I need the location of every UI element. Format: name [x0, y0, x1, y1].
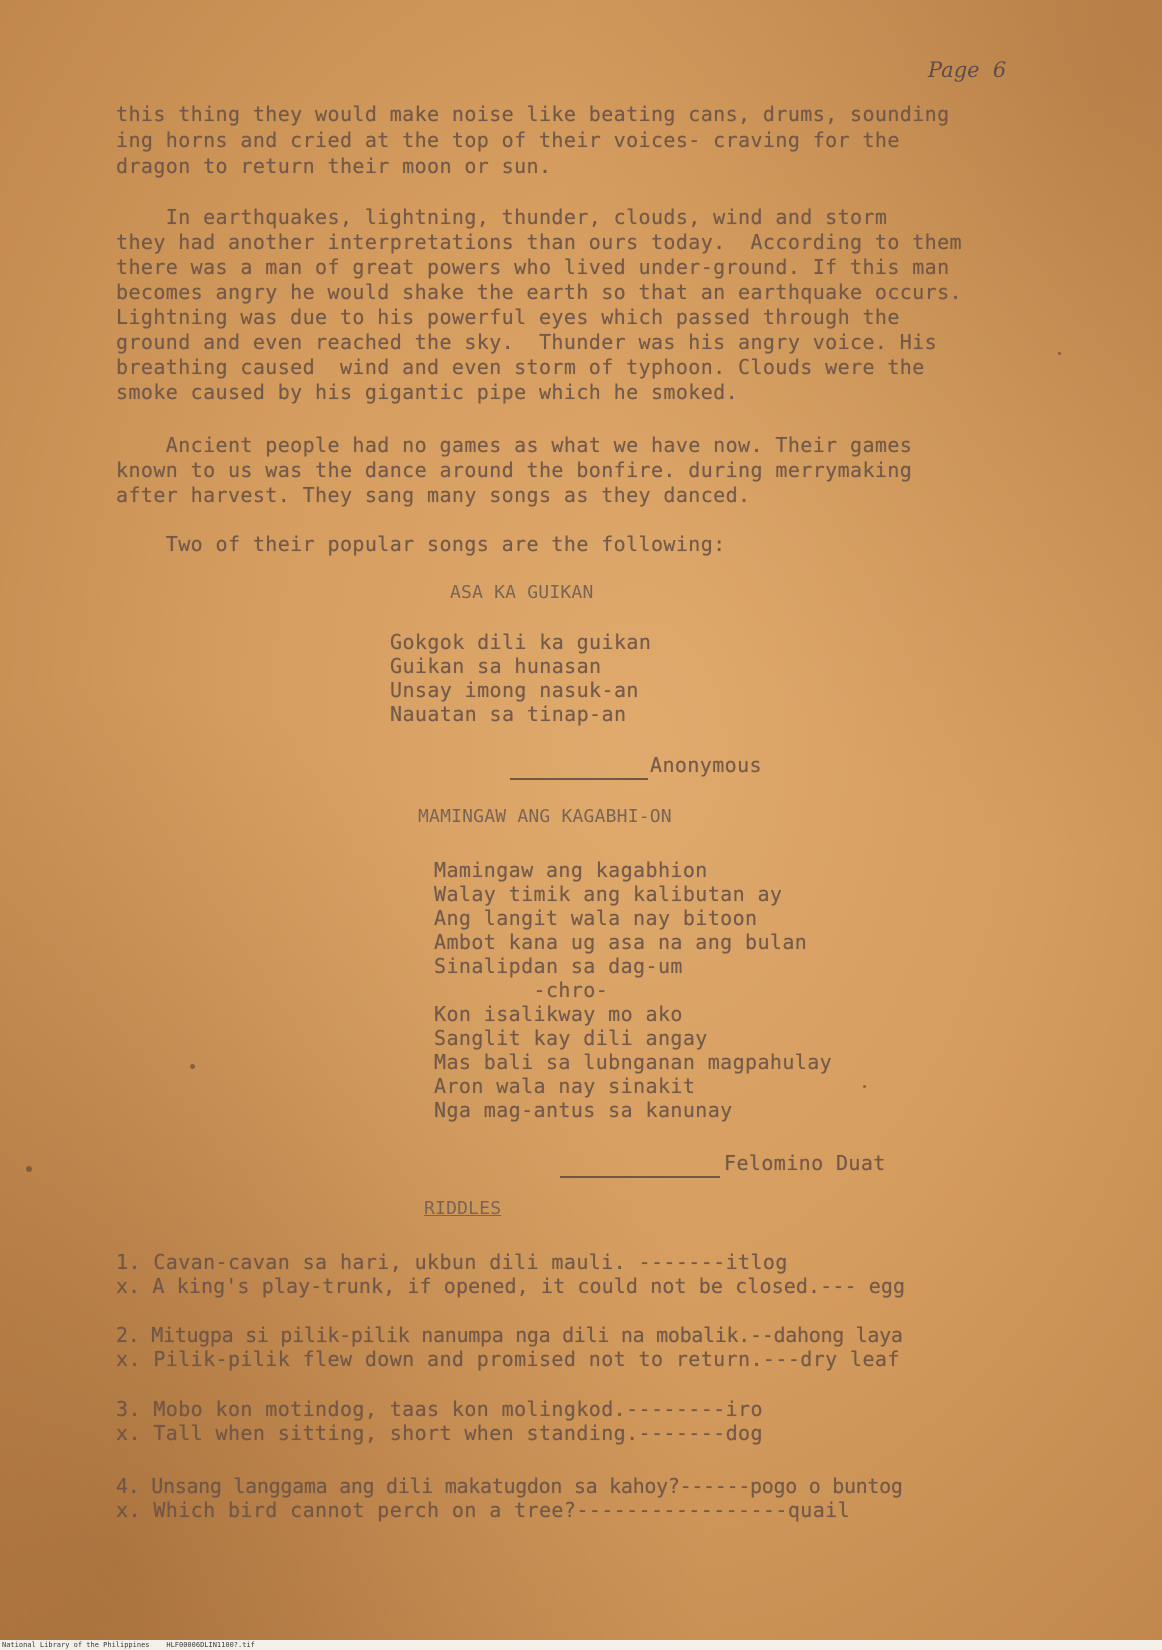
lyric-line: Kon isalikway mo ako [434, 1002, 683, 1026]
song-title: ASA KA GUIKAN [450, 582, 594, 603]
lyric-line: Guikan sa hunasan [390, 654, 602, 678]
text-line: there was a man of great powers who lived under-ground. If this man [116, 255, 950, 279]
lyric-line: -chro- [434, 978, 609, 1002]
scan-footer: National Library of the Philippines HLF00006DLIN1100?.tif [0, 1640, 1162, 1650]
riddle-original: 1. Cavan-cavan sa hari, ukbun dili mauli. -------itlog [116, 1250, 788, 1274]
text-line: they had another interpretations than ours today. According to them [116, 230, 962, 254]
riddles-heading: RIDDLES [424, 1198, 502, 1219]
lyric-line: Sinalipdan sa dag-um [434, 954, 683, 978]
songs-intro: Two of their popular songs are the following: [116, 532, 726, 556]
lyric-line: Mamingaw ang kagabhion [434, 858, 708, 882]
text-line: ground and even reached the sky. Thunder was his angry voice. His [116, 330, 938, 354]
paper-speck [26, 1166, 32, 1172]
riddle-translation: x. Which bird cannot perch on a tree?-----------------quail [116, 1498, 851, 1522]
lyric-line: Aron wala nay sinakit [434, 1074, 696, 1098]
lyric-line: Walay timik ang kalibutan ay [434, 882, 783, 906]
text-line: Lightning was due to his powerful eyes which passed through the [116, 305, 900, 329]
lyric-line: Gokgok dili ka guikan [390, 630, 652, 654]
text-line: after harvest. They sang many songs as they danced. [116, 483, 751, 507]
lyric-line: Nga mag-antus sa kanunay [434, 1098, 733, 1122]
text-line: Ancient people had no games as what we have now. Their games [116, 433, 913, 457]
paper-speck [863, 1085, 866, 1088]
lyric-line: Nauatan sa tinap-an [390, 702, 627, 726]
text-line: ing horns and cried at the top of their voices- craving for the [116, 128, 900, 152]
text-line: known to us was the dance around the bonfire. during merrymaking [116, 458, 913, 482]
text-line: In earthquakes, lightning, thunder, clouds, wind and storm [116, 205, 888, 229]
riddle-translation: x. Tall when sitting, short when standing.-------dog [116, 1421, 763, 1445]
song-author: Anonymous [650, 753, 762, 777]
song-author: Felomino Duat [724, 1151, 886, 1175]
paper-speck [1058, 352, 1061, 355]
text-line: dragon to return their moon or sun. [116, 154, 552, 178]
lyric-line: Mas bali sa lubnganan magpahulay [434, 1050, 833, 1074]
lyric-line: Unsay imong nasuk-an [390, 678, 639, 702]
text-line: this thing they would make noise like beating cans, drums, sounding [116, 102, 950, 126]
riddle-translation: x. A king's play-trunk, if opened, it could not be closed.--- egg [116, 1274, 906, 1298]
riddle-original: 3. Mobo kon motindog, taas kon molingkod.--------iro [116, 1397, 763, 1421]
riddle-original: 2. Mitugpa si pilik-pilik nanumpa nga dili na mobalik.--dahong laya [116, 1323, 903, 1347]
text-line: breathing caused wind and even storm of typhoon. Clouds were the [116, 355, 925, 379]
text-line: smoke caused by his gigantic pipe which he smoked. [116, 380, 739, 404]
page-number: Page 6 [928, 58, 1007, 82]
lyric-line: Sanglit kay dili angay [434, 1026, 708, 1050]
lyric-line: Ambot kana ug asa na ang bulan [434, 930, 808, 954]
lyric-line: Ang langit wala nay bitoon [434, 906, 758, 930]
text-line: becomes angry he would shake the earth so that an earthquake occurs. [116, 280, 962, 304]
paper-speck [190, 1064, 195, 1069]
signature-rule [510, 778, 648, 780]
signature-rule [560, 1176, 720, 1178]
riddle-translation: x. Pilik-pilik flew down and promised not to return.---dry leaf [116, 1347, 900, 1371]
riddle-original: 4. Unsang langgama ang dili makatugdon sa kahoy?------pogo o buntog [116, 1474, 903, 1498]
song-title: MAMINGAW ANG KAGABHI-ON [418, 806, 672, 827]
